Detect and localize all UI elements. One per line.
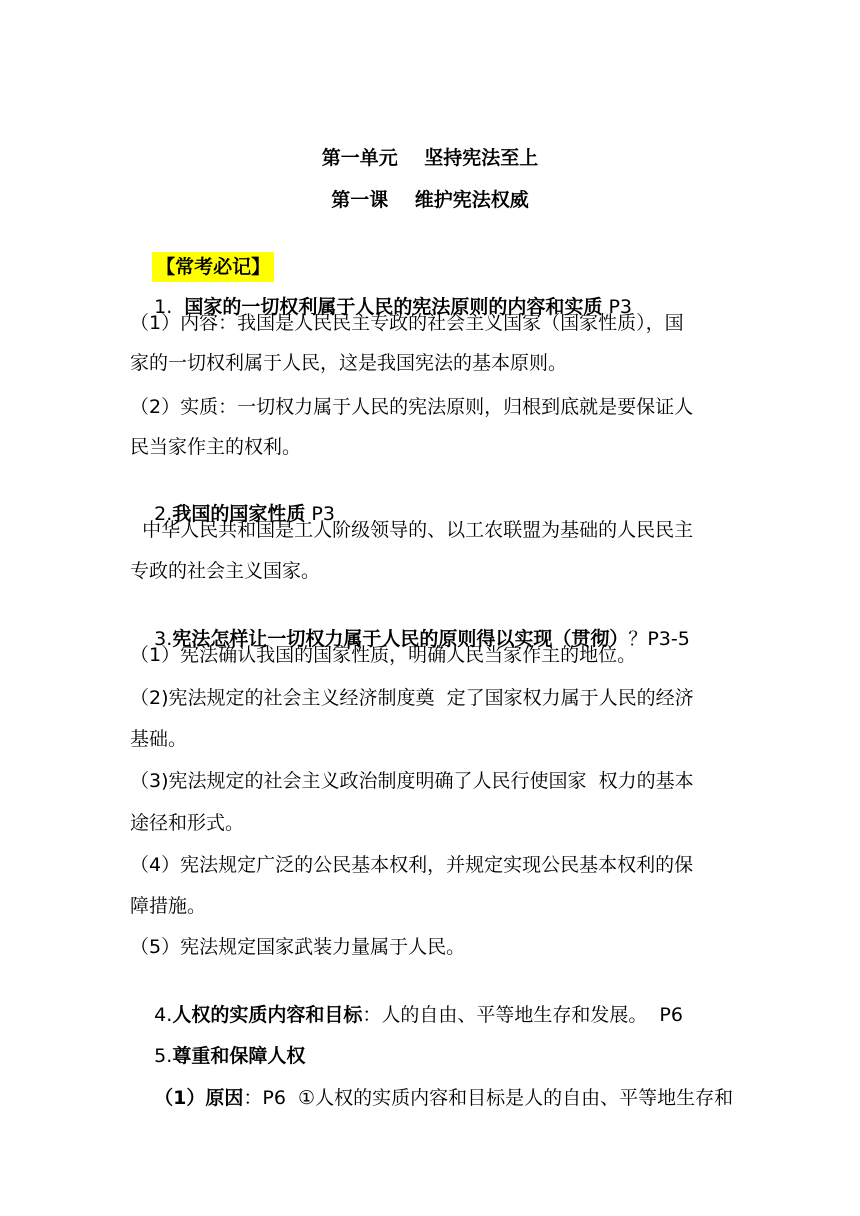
paragraph-line: （3)宪法规定的社会主义政治制度明确了人民行使国家 权力的基本 [130, 770, 694, 792]
paragraph-line: 民当家作主的权利。 [130, 436, 302, 458]
section-1-heading: 1. 国家的一切权利属于人民的宪法原则的内容和实质 P3 [154, 296, 632, 318]
section-2-heading: 2.我国的国家性质 P3 [154, 503, 335, 525]
paragraph-line: （5）宪法规定国家武装力量属于人民。 [130, 936, 466, 958]
paragraph-line: 障措施。 [130, 895, 207, 917]
paragraph-line: （4）宪法规定广泛的公民基本权利，并规定实现公民基本权利的保 [130, 854, 694, 876]
unit-title: 第一单元 坚持宪法至上 [321, 147, 539, 169]
section-5-heading: 5.尊重和保障人权 [154, 1045, 306, 1067]
paragraph-line: 中华人民共和国是工人阶级领导的、以工农联盟为基础的人民民主 [130, 519, 694, 541]
paragraph-line: （1）内容：我国是人民民主专政的社会主义国家（国家性质），国 [130, 312, 684, 334]
page-ref: ？P3-5 [628, 628, 690, 650]
section-3-title: 宪法怎样让一切权力属于人民的原则得以实现（贯彻） [172, 628, 629, 650]
lesson-title: 第一课 维护宪法权威 [331, 189, 529, 211]
page-ref: P3 [602, 296, 632, 318]
paragraph-line: 家的一切权利属于人民，这是我国宪法的基本原则。 [130, 352, 568, 374]
paragraph-line: （1）原因：P6 ①人权的实质内容和目标是人的自由、平等地生存和 [154, 1087, 734, 1109]
paragraph-line: 途径和形式。 [130, 812, 245, 834]
paragraph-line: （2)宪法规定的社会主义经济制度奠 定了国家权力属于人民的经济 [130, 687, 694, 709]
section-4-title: 人权的实质内容和目标 [172, 1004, 363, 1026]
sub-heading-reason: （1）原因 [154, 1087, 244, 1109]
section-3-heading: 3.宪法怎样让一切权力属于人民的原则得以实现（贯彻）？P3-5 [154, 628, 690, 650]
paragraph-line: 基础。 [130, 728, 188, 750]
paragraph-line: （1）宪法确认我国的国家性质，明确人民当家作主的地位。 [130, 644, 637, 666]
paragraph-line: （2）实质：一切权力属于人民的宪法原则，归根到底就是要保证人 [130, 396, 694, 418]
section-1-title: 国家的一切权利属于人民的宪法原则的内容和实质 [184, 296, 603, 318]
page-ref: P3 [305, 503, 335, 525]
section-4-heading: 4.人权的实质内容和目标：人的自由、平等地生存和发展。 P6 [154, 1004, 683, 1026]
paragraph-line: 专政的社会主义国家。 [130, 560, 321, 582]
highlight-heading: 【常考必记】 [152, 252, 274, 282]
section-2-title: 我国的国家性质 [172, 503, 306, 525]
section-5-title: 尊重和保障人权 [172, 1045, 306, 1067]
